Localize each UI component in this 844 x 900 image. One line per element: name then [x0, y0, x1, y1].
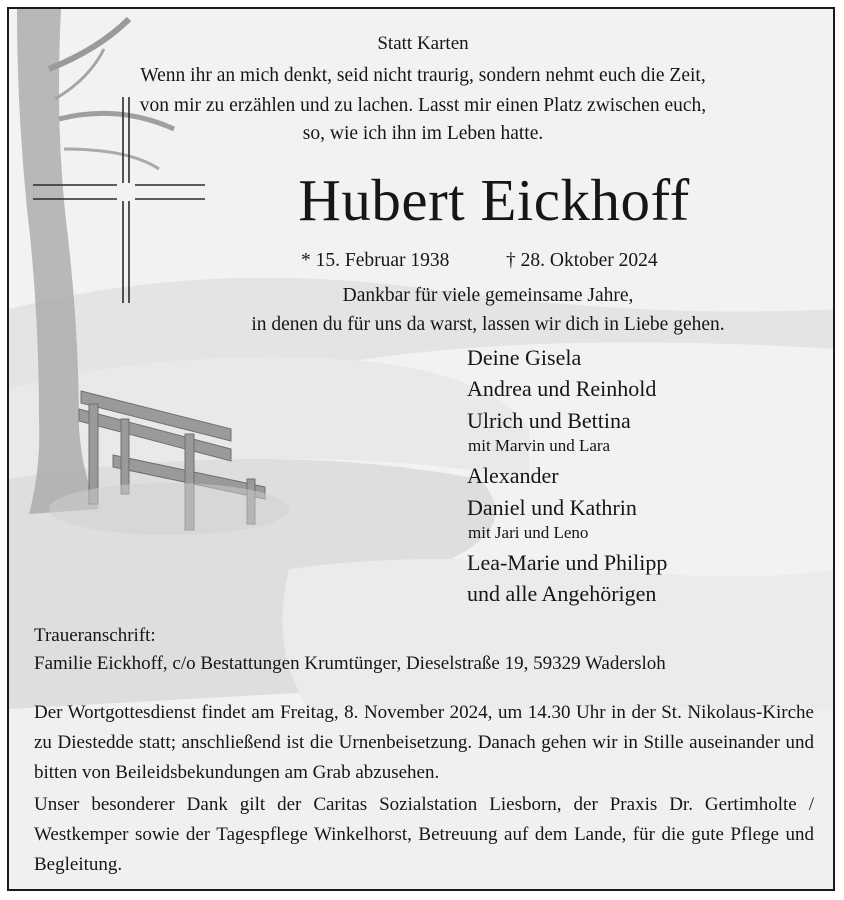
- family-member: Daniel und Kathrin: [467, 495, 637, 520]
- family-member: Alexander: [467, 463, 559, 488]
- family-member: Lea-Marie und Philipp: [467, 550, 668, 575]
- thanks-paragraph: Unser besonderer Dank gilt der Caritas Sozialstation Liesborn, der Praxis Dr. Gertimholte / Westkemper sowie der Tagespflege Winkelhorst, Betreuung auf dem Lande, für die gute Pflege und Begleitung.: [34, 794, 814, 875]
- thanks-line-1: Dankbar für viele gemeinsame Jahre,: [342, 285, 634, 306]
- family-member-children: mit Jari und Leno: [468, 523, 589, 542]
- statt-karten: Statt Karten: [377, 33, 469, 54]
- death-date: † 28. Oktober 2024: [506, 250, 658, 271]
- family-member: Deine Gisela: [467, 345, 582, 370]
- poem-line-3: so, wie ich ihn im Leben hatte.: [302, 123, 544, 144]
- thanks-line-2: in denen du für uns da warst, lassen wir dich in Liebe gehen.: [251, 314, 725, 335]
- family-member: und alle Angehörigen: [467, 581, 657, 606]
- poem-line-1: Wenn ihr an mich denkt, seid nicht traurig, sondern nehmt euch die Zeit,: [140, 65, 706, 86]
- address-label: Traueranschrift:: [34, 625, 156, 646]
- family-member: Andrea und Reinhold: [467, 376, 657, 401]
- deceased-name: Hubert Eickhoff: [298, 167, 690, 233]
- address-value: Familie Eickhoff, c/o Bestattungen Krumtünger, Dieselstraße 19, 59329 Wadersloh: [34, 653, 666, 674]
- birth-date: * 15. Februar 1938: [301, 250, 450, 271]
- family-member-children: mit Marvin und Lara: [468, 436, 611, 455]
- family-member: Ulrich und Bettina: [467, 408, 631, 433]
- obituary-card: [7, 7, 835, 891]
- poem-line-2: von mir zu erzählen und zu lachen. Lasst mir einen Platz zwischen euch,: [139, 95, 707, 116]
- service-paragraph: Der Wortgottesdienst findet am Freitag, 8. November 2024, um 14.30 Uhr in der St. Nikolaus-Kirche zu Diestedde statt; anschließend ist die Urnenbeisetzung. Danach gehen wir in Stille auseinander und bitten von Beileidsbekundungen am Grab abzusehen.: [34, 702, 814, 783]
